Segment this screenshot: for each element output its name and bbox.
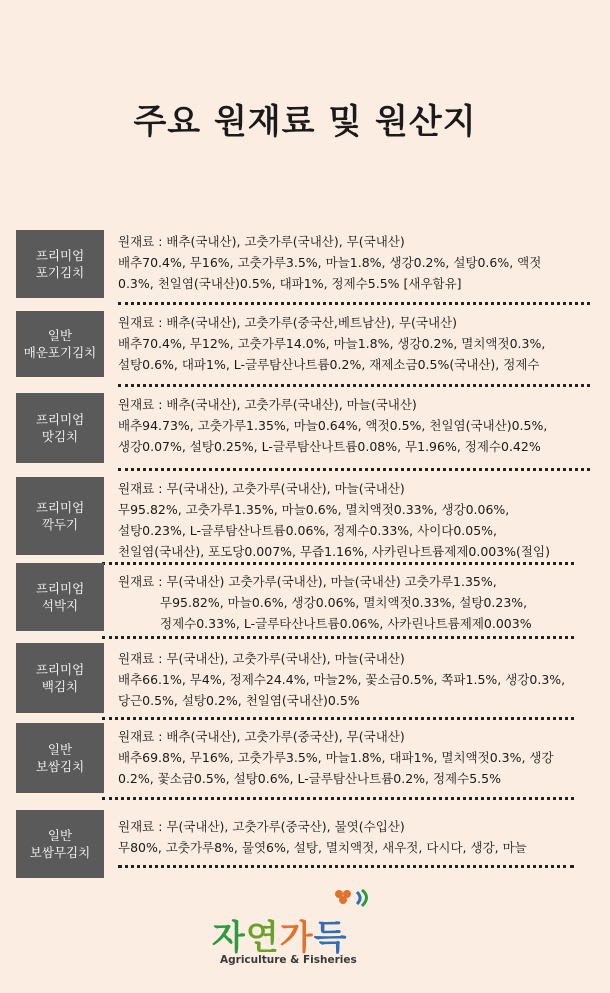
- logo-wordmark: 자연가득: [212, 918, 348, 958]
- ingredient-text: 원재료 : 배추(국내산), 고춧가루(국내산), 마늘(국내산) 배추94.73%, 고춧가루1.35%, 마늘0.64%, 액젓0.5%, 천일염(국내산)0.5%, 생강0.07%, 설탕0.25%, L-글루탐산나트륨0.08%, 무1.96%, 정제수0.42%: [118, 397, 548, 454]
- page-title: 주요 원재료 및 원산지: [133, 102, 477, 142]
- product-label: 프리미엄 백김치: [16, 643, 104, 713]
- product-label: 일반 보쌈무김치: [16, 810, 104, 878]
- dotted-divider: [102, 636, 574, 639]
- dotted-divider: [118, 384, 590, 387]
- product-label: 프리미엄 깍두기: [16, 477, 104, 555]
- ingredient-text: 원재료 : 배추(국내산), 고춧가루(중국산,베트남산), 무(국내산) 배추70.4%, 무12%, 고춧가루14.0%, 마늘1.8%, 생강0.2%, 멸치액젓0.3%, 설탕0.6%, 대파1%, L-글루탐산나트륨0.2%, 재제소금0.5%(국내산), 정제수: [118, 315, 546, 372]
- dotted-divider: [118, 302, 590, 305]
- brand-logo: [212, 888, 402, 968]
- dotted-divider: [102, 717, 574, 720]
- dotted-divider: [118, 468, 590, 471]
- dotted-divider: [118, 865, 574, 868]
- logo-subtitle: Agriculture & Fisheries: [220, 954, 357, 966]
- ingredient-text: 원재료 : 무(국내산), 고춧가루(국내산), 마늘(국내산) 배추66.1%, 무4%, 정제수24.4%, 마늘2%, 꽃소금0.5%, 쪽파1.5%, 생강0.3%, 당근0.5%, 설탕0.2%, 천일염(국내산)0.5%: [118, 651, 566, 708]
- product-label: 일반 보쌈김치: [16, 723, 104, 793]
- product-label: 일반 매운포기김치: [16, 311, 104, 377]
- product-label: 프리미엄 포기김치: [16, 230, 104, 298]
- product-label: 프리미엄 석박지: [16, 563, 104, 631]
- ingredient-text: 원재료 : 무(국내산), 고춧가루(중국산), 물엿(수입산) 무80%, 고춧가루8%, 물엿6%, 설탕, 멸치액젓, 새우젓, 다시다, 생강, 마늘: [118, 819, 527, 855]
- product-label: 프리미엄 맛김치: [16, 393, 104, 463]
- dotted-divider: [102, 797, 574, 800]
- dotted-divider: [102, 562, 574, 565]
- ingredient-text: 원재료 : 배추(국내산), 고춧가루(중국산), 무(국내산) 배추69.8%, 무16%, 고춧가루3.5%, 마늘1.8%, 대파1%, 멸치액젓0.3%, 생강 0.2%, 꽃소금0.5%, 설탕0.6%, L-글루탐산나트륨0.2%, 정제수5.5%: [118, 729, 554, 786]
- ingredient-text: 원재료 : 무(국내산), 고춧가루(국내산), 마늘(국내산) 무95.82%, 고춧가루1.35%, 마늘0.6%, 멸치액젓0.33%, 생강0.06%, 설탕0.23%, L-글루탐산나트륨0.06%, 정제수0.33%, 사이다0.05%, 천일염(국내산), 포도당0.007%, 무즙1.16%, 사카린나트륨제제0.003%(절임): [118, 481, 550, 559]
- ingredient-text: 원재료 : 무(국내산) 고춧가루(국내산), 마늘(국내산) 고춧가루1.35%, 무95.82%, 마늘0.6%, 생강0.06%, 멸치액젓0.33%, 설탕0.23%, 정제수0.33%, L-글루타산나트륨0.06%, 사카린나트륨제제0.003%: [118, 574, 532, 631]
- ingredient-text: 원재료 : 배추(국내산), 고춧가루(국내산), 무(국내산) 배추70.4%, 무16%, 고춧가루3.5%, 마늘1.8%, 생강0.2%, 설탕0.6%, 액젓 0.3%, 천일염(국내산)0.5%, 대파1%, 정제수5.5% [새우함유]: [118, 234, 542, 291]
